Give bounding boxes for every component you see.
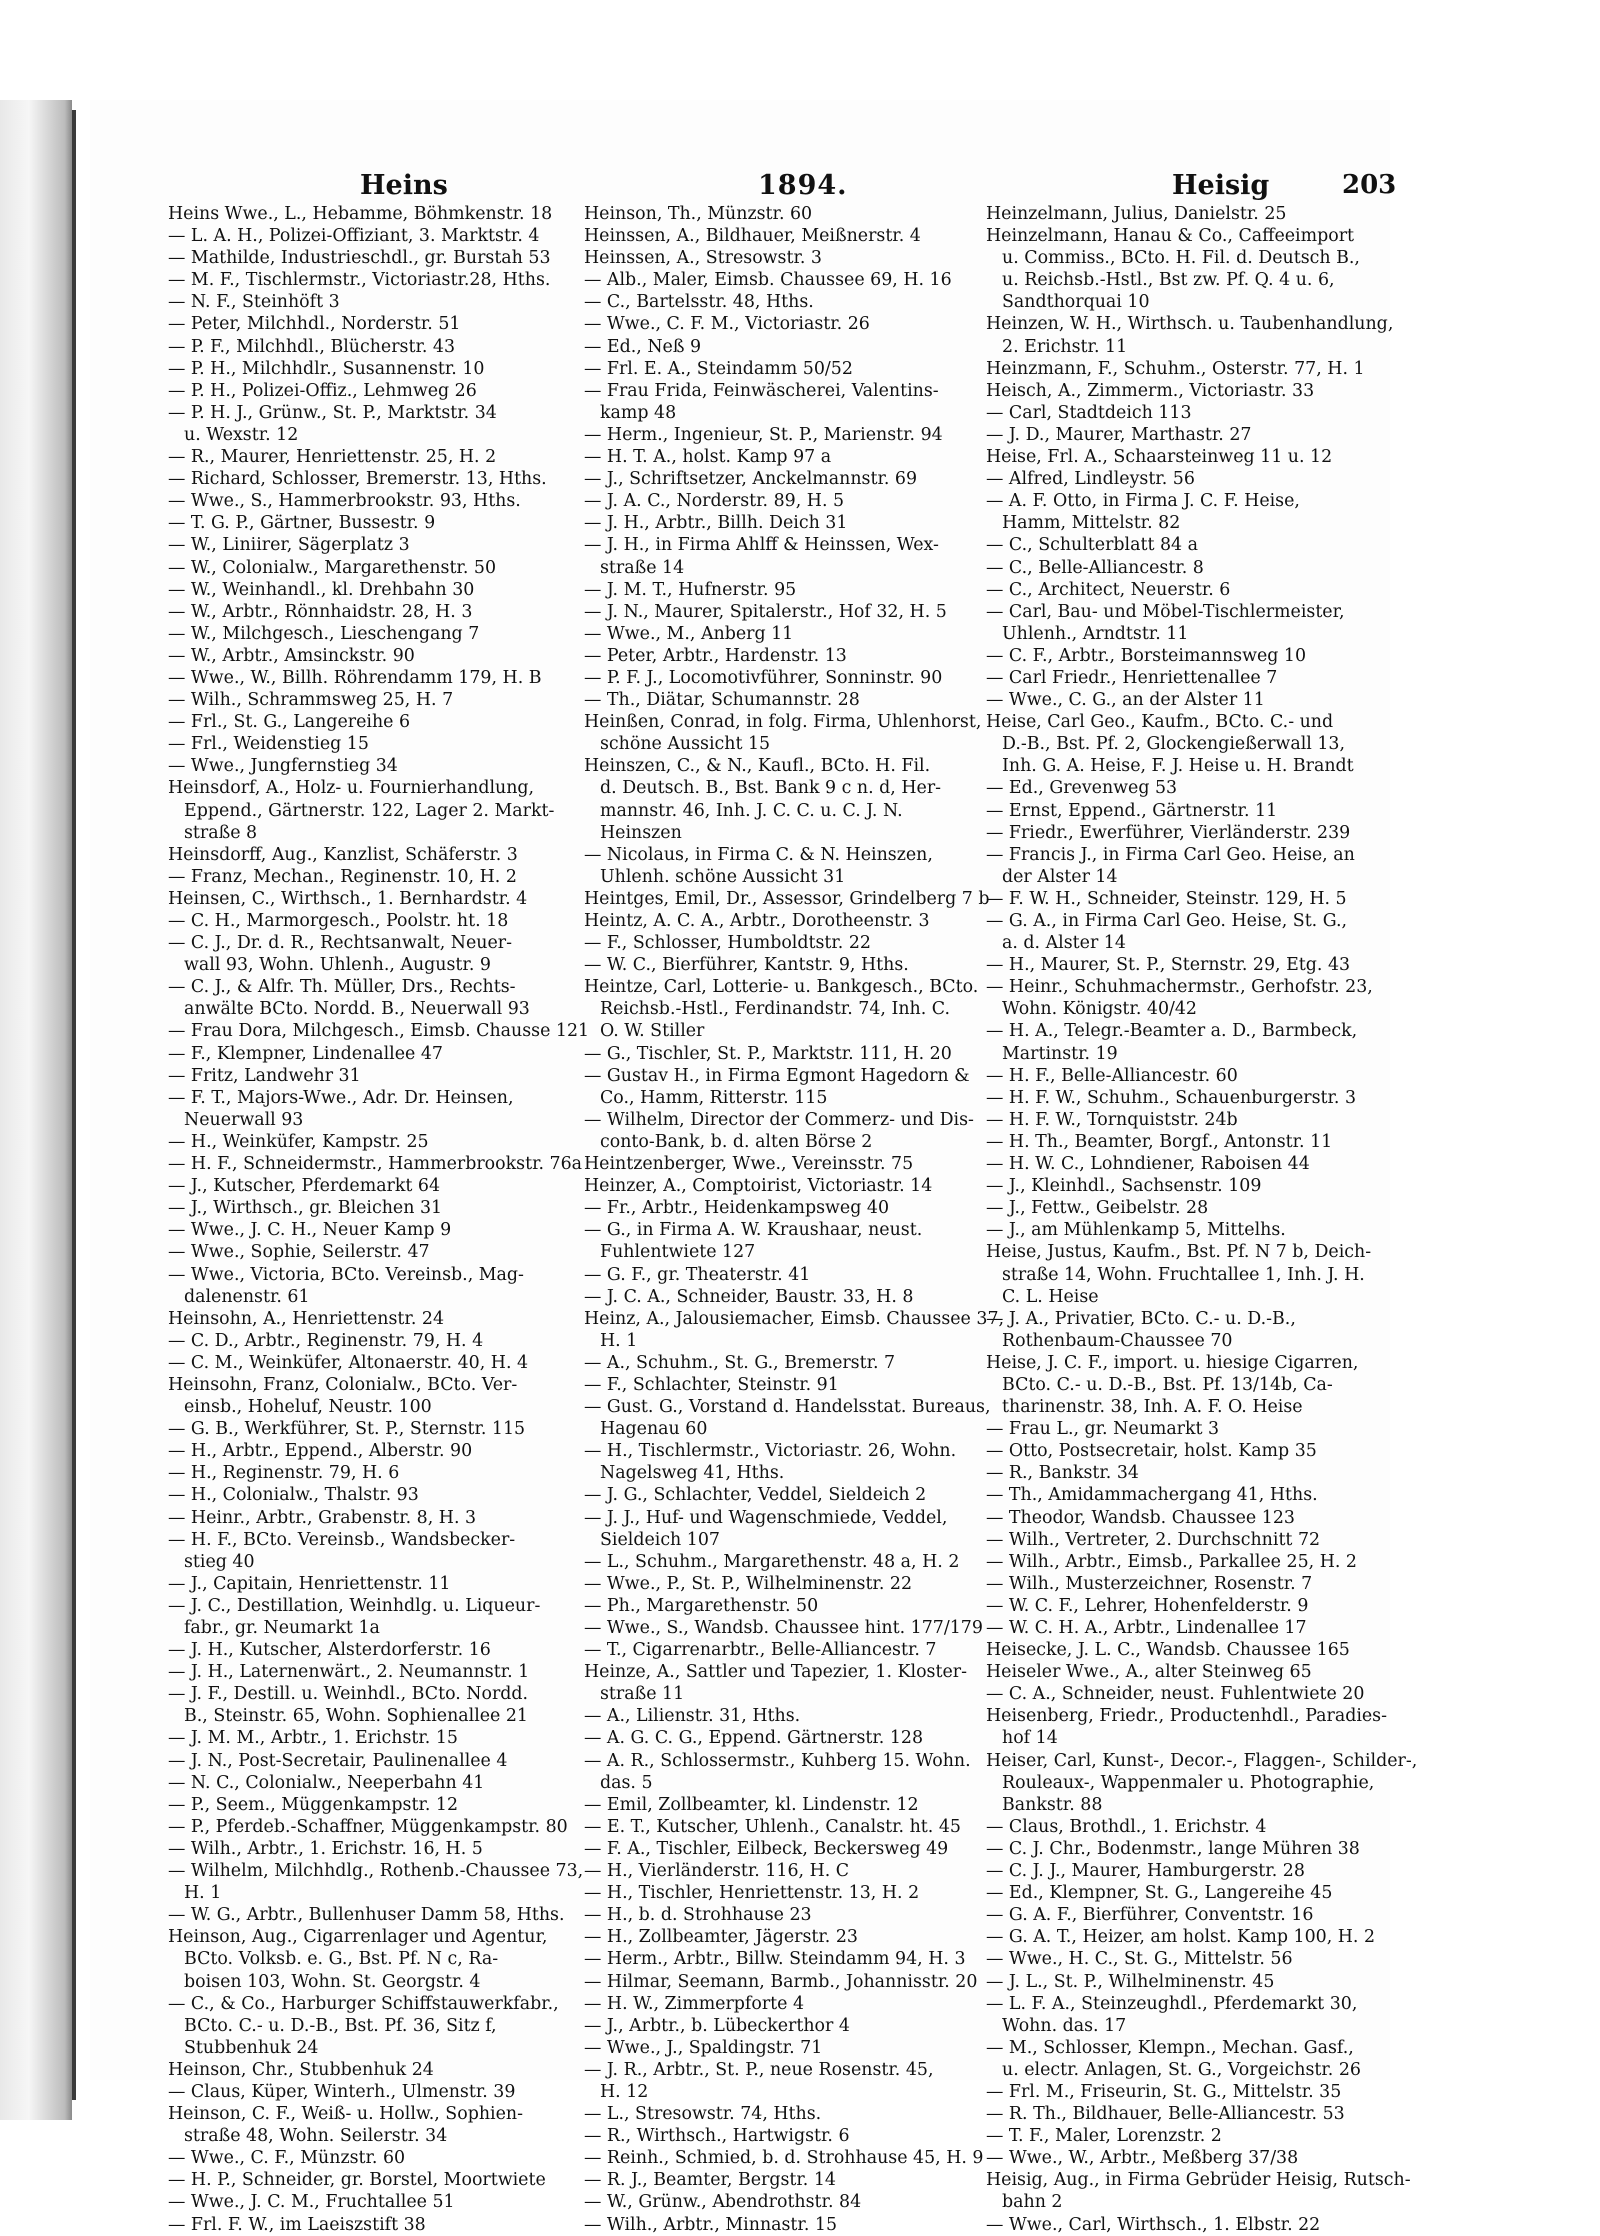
directory-entry: Heise, J. C. F., import. u. hiesige Cigarren, — [986, 1352, 1359, 1373]
directory-entry: — F., Klempner, Lindenallee 47 — [168, 1043, 443, 1064]
directory-entry: der Alster 14 — [1002, 866, 1118, 887]
directory-entry: — J. G., Schlachter, Veddel, Sieldeich 2 — [584, 1485, 927, 1506]
directory-entry: — Gust. G., Vorstand d. Handelsstat. Bureaus, — [584, 1397, 991, 1418]
directory-entry: — Frau L., gr. Neumarkt 3 — [986, 1419, 1220, 1440]
directory-entry: — J. M. T., Hufnerstr. 95 — [584, 579, 797, 600]
directory-entry: — M. F., Tischlermstr., Victoriastr.28, Hths. — [168, 270, 551, 291]
directory-entry: — F., Schlachter, Steinstr. 91 — [584, 1374, 839, 1395]
directory-entry: — Heinr., Schuhmachermstr., Gerhofstr. 23, — [986, 977, 1373, 998]
directory-entry: — L., Stresowstr. 74, Hths. — [584, 2104, 822, 2125]
directory-entry: Hagenau 60 — [600, 1419, 708, 1440]
directory-entry: wall 93, Wohn. Uhlenh., Augustr. 9 — [184, 955, 491, 976]
directory-entry: Heinzelmann, Hanau & Co., Caffeeimport — [986, 226, 1355, 247]
directory-entry: — Wilhelm, Milchhdlg., Rothenb.-Chaussee 73, — [168, 1861, 584, 1882]
directory-entry: Martinstr. 19 — [1002, 1043, 1118, 1064]
directory-entry: — J., Schriftsetzer, Anckelmannstr. 69 — [584, 469, 918, 490]
directory-entry: Fuhlentwiete 127 — [600, 1242, 756, 1263]
directory-entry: — Wwe., C. G., an der Alster 11 — [986, 690, 1265, 711]
directory-entry: C. L. Heise — [1002, 1286, 1099, 1307]
directory-entry: — Theodor, Wandsb. Chaussee 123 — [986, 1507, 1295, 1528]
directory-entry: — C. J., & Alfr. Th. Müller, Drs., Rechts- — [168, 977, 516, 998]
directory-entry: anwälte BCto. Nordd. B., Neuerwall 93 — [184, 999, 530, 1020]
directory-entry: Heisenberg, Friedr., Productenhdl., Paradies- — [986, 1706, 1387, 1727]
directory-entry: Heinsdorf, A., Holz- u. Fournierhandlung, — [168, 778, 535, 799]
directory-entry: Heinßen, Conrad, in folg. Firma, Uhlenhorst, — [584, 712, 982, 733]
directory-entry: — H. F. W., Schuhm., Schauenburgerstr. 3 — [986, 1087, 1357, 1108]
directory-entry: — J., Wirthsch., gr. Bleichen 31 — [168, 1198, 443, 1219]
directory-entry: boisen 103, Wohn. St. Georgstr. 4 — [184, 1971, 481, 1992]
directory-entry: — P. F. J., Locomotivführer, Sonninstr. 90 — [584, 667, 943, 688]
directory-entry: Heisig, Aug., in Firma Gebrüder Heisig, Rutsch- — [986, 2170, 1411, 2191]
directory-entry: — P. H., Milchhdlr., Susannenstr. 10 — [168, 358, 485, 379]
directory-entry: Wohn. Königstr. 40/42 — [1002, 999, 1197, 1020]
directory-entry: — H. F., BCto. Vereinsb., Wandsbecker- — [168, 1529, 516, 1550]
directory-entry: Sieldeich 107 — [600, 1529, 720, 1550]
directory-entry: — J., Kutscher, Pferdemarkt 64 — [168, 1176, 441, 1197]
directory-entry: — H. A., Telegr.-Beamter a. D., Barmbeck, — [986, 1021, 1358, 1042]
directory-entry: — T. G. P., Gärtner, Bussestr. 9 — [168, 513, 436, 534]
directory-entry: — H. W. C., Lohndiener, Raboisen 44 — [986, 1154, 1310, 1175]
directory-entry: — Carl, Stadtdeich 113 — [986, 402, 1192, 423]
directory-entry: — Frau Frida, Feinwäscherei, Valentins- — [584, 380, 939, 401]
directory-entry: — L. A. H., Polizei-Offiziant, 3. Marktstr. 4 — [168, 226, 540, 247]
directory-entry: — W., Milchgesch., Lieschengang 7 — [168, 623, 480, 644]
directory-entry: — L. F. A., Steinzeughdl., Pferdemarkt 30, — [986, 1993, 1358, 2014]
directory-entry: — J. H., Kutscher, Alsterdorferstr. 16 — [168, 1640, 491, 1661]
directory-entry: — Mathilde, Industrieschdl., gr. Burstah 53 — [168, 248, 551, 269]
directory-entry: — H. F., Schneidermstr., Hammerbrookstr. 76a — [168, 1154, 583, 1175]
directory-entry: — H., Arbtr., Eppend., Alberstr. 90 — [168, 1441, 473, 1462]
directory-entry: 2. Erichstr. 11 — [1002, 336, 1128, 357]
directory-entry: straße 11 — [600, 1684, 685, 1705]
directory-entry: — Ed., Klempner, St. G., Langereihe 45 — [986, 1883, 1333, 1904]
directory-entry: — C. M., Weinküfer, Altonaerstr. 40, H. 4 — [168, 1352, 529, 1373]
directory-entry: fabr., gr. Neumarkt 1a — [184, 1618, 380, 1638]
directory-entry: — C., & Co., Harburger Schiffstauwerkfabr., — [168, 1993, 559, 2014]
directory-entry: — Frl., St. G., Langereihe 6 — [168, 712, 411, 733]
directory-entry: bahn 2 — [1002, 2192, 1063, 2213]
directory-entry: — Frl. E. A., Steindamm 50/52 — [584, 358, 853, 379]
directory-entry: Heinsohn, Franz, Colonialw., BCto. Ver- — [168, 1374, 518, 1395]
directory-entry: H. 1 — [600, 1330, 638, 1351]
directory-column-2 — [584, 203, 1005, 2235]
directory-entry: — F., Schlosser, Humboldtstr. 22 — [584, 933, 871, 954]
directory-entry: — J. A., Privatier, BCto. C.- u. D.-B., — [986, 1308, 1296, 1329]
directory-entry: — Herm., Ingenieur, St. P., Marienstr. 94 — [584, 424, 943, 445]
running-header-left: Heins — [360, 170, 448, 201]
directory-entry: — R., Maurer, Henriettenstr. 25, H. 2 — [168, 447, 497, 468]
directory-entry: dalenenstr. 61 — [184, 1286, 310, 1307]
directory-entry: — R. Th., Bildhauer, Belle-Alliancestr. 53 — [986, 2104, 1345, 2125]
directory-entry: — H. F. W., Tornquiststr. 24b — [986, 1109, 1238, 1130]
directory-entry: Wohn. das. 17 — [1002, 2015, 1127, 2036]
directory-entry: — P. F., Milchhdl., Blücherstr. 43 — [168, 336, 456, 357]
directory-entry: — Wwe., H. C., St. G., Mittelstr. 56 — [986, 1949, 1293, 1970]
directory-entry: — Wilh., Musterzeichner, Rosenstr. 7 — [986, 1573, 1313, 1594]
directory-entry: Heisch, A., Zimmerm., Victoriastr. 33 — [986, 380, 1315, 401]
directory-entry: Reichsb.-Hstl., Ferdinandstr. 74, Inh. C. — [600, 999, 950, 1020]
directory-entry: — A. F. Otto, in Firma J. C. F. Heise, — [986, 491, 1300, 512]
directory-entry: Heinsohn, A., Henriettenstr. 24 — [168, 1308, 445, 1329]
directory-entry: — Ed., Grevenweg 53 — [986, 778, 1178, 799]
directory-entry: Heinz, A., Jalousiemacher, Eimsb. Chaussee 37, — [584, 1308, 1005, 1329]
directory-entry: — H. P., Schneider, gr. Borstel, Moortwiete — [168, 2170, 546, 2191]
directory-entry: — Wwe., C. F., Münzstr. 60 — [168, 2148, 406, 2169]
running-header-right: Heisig — [1172, 170, 1270, 201]
directory-entry: — G. A. T., Heizer, am holst. Kamp 100, H. 2 — [986, 1927, 1376, 1948]
directory-entry: Uhlenh. schöne Aussicht 31 — [600, 866, 846, 887]
directory-entry: — J. C., Destillation, Weinhdlg. u. Liqueur- — [168, 1595, 541, 1616]
directory-entry: — C. D., Arbtr., Reginenstr. 79, H. 4 — [168, 1330, 484, 1351]
directory-entry: — J. C. A., Schneider, Baustr. 33, H. 8 — [584, 1286, 914, 1307]
directory-entry: Heiser, Carl, Kunst-, Decor.-, Flaggen-, Schilder-, — [986, 1750, 1418, 1771]
directory-entry: — J., am Mühlenkamp 5, Mittelhs. — [986, 1220, 1286, 1241]
directory-entry: — J. R., Arbtr., St. P., neue Rosenstr. 45, — [584, 2059, 934, 2080]
directory-entry: H. 12 — [600, 2081, 649, 2102]
directory-entry: — J. N., Post-Secretair, Paulinenallee 4 — [168, 1750, 508, 1771]
directory-entry: das. 5 — [600, 1772, 653, 1793]
directory-entry: — R., Bankstr. 34 — [986, 1463, 1139, 1484]
directory-entry: — N. F., Steinhöft 3 — [168, 292, 340, 313]
directory-entry: tharinenstr. 38, Inh. A. F. O. Heise — [1002, 1397, 1303, 1418]
directory-entry: — R. J., Beamter, Bergstr. 14 — [584, 2170, 836, 2191]
directory-entry: — C., Bartelsstr. 48, Hths. — [584, 292, 814, 313]
directory-entry: Heintze, Carl, Lotterie- u. Bankgesch., BCto. — [584, 977, 979, 998]
directory-entry: Heinze, A., Sattler und Tapezier, 1. Kloster- — [584, 1662, 967, 1683]
page-number: 203 — [1342, 170, 1397, 200]
directory-entry: — Wilh., Schrammsweg 25, H. 7 — [168, 690, 454, 711]
directory-entry: — Emil, Zollbeamter, kl. Lindenstr. 12 — [584, 1794, 919, 1815]
directory-entry: — T. F., Maler, Lorenzstr. 2 — [986, 2126, 1222, 2147]
directory-entry: Heinszen — [600, 822, 682, 843]
directory-entry: u. electr. Anlagen, St. G., Vorgeichstr. 26 — [1002, 2059, 1361, 2080]
directory-entry: — P. H. J., Grünw., St. P., Marktstr. 34 — [168, 402, 497, 423]
directory-entry: straße 14 — [600, 557, 685, 578]
directory-entry: — W., Liniirer, Sägerplatz 3 — [168, 535, 410, 556]
directory-entry: — Peter, Milchhdl., Norderstr. 51 — [168, 314, 461, 335]
directory-entry: — G. A., in Firma Carl Geo. Heise, St. G., — [986, 911, 1348, 931]
directory-entry: — A. R., Schlossermstr., Kuhberg 15. Wohn. — [584, 1750, 971, 1771]
directory-entry: — E. T., Kutscher, Uhlenh., Canalstr. ht. 45 — [584, 1816, 961, 1837]
directory-entry: — Wwe., J. C. H., Neuer Kamp 9 — [168, 1220, 452, 1241]
directory-entry: einsb., Hoheluf, Neustr. 100 — [184, 1397, 432, 1418]
directory-entry: Heinzelmann, Julius, Danielstr. 25 — [986, 204, 1287, 224]
directory-entry: Heinsen, C., Wirthsch., 1. Bernhardstr. 4 — [168, 888, 528, 909]
directory-entry: straße 48, Wohn. Seilerstr. 34 — [184, 2126, 448, 2147]
directory-entry: — Wwe., Sophie, Seilerstr. 47 — [168, 1242, 430, 1263]
directory-entry: BCto. C.- u. D.-B., Bst. Pf. 13/14b, Ca- — [1002, 1374, 1333, 1395]
directory-entry: — Wwe., Carl, Wirthsch., 1. Elbstr. 22 — [986, 2214, 1321, 2235]
directory-entry: — C. H., Marmorgesch., Poolstr. ht. 18 — [168, 911, 509, 931]
directory-entry: — P., Pferdeb.-Schaffner, Müggenkampstr. 80 — [168, 1816, 568, 1837]
directory-entry: — Frl., Weidenstieg 15 — [168, 734, 369, 755]
binding-edge — [72, 110, 76, 2100]
directory-entry: Rothenbaum-Chaussee 70 — [1002, 1330, 1233, 1351]
directory-entry: a. d. Alster 14 — [1002, 933, 1126, 954]
directory-entry: schöne Aussicht 15 — [600, 734, 771, 755]
directory-entry: — F. W. H., Schneider, Steinstr. 129, H. 5 — [986, 888, 1347, 909]
directory-entry: — Ed., Neß 9 — [584, 336, 702, 357]
directory-entry: — J. L., St. P., Wilhelminenstr. 45 — [986, 1971, 1275, 1992]
directory-entry: — H., Maurer, St. P., Sternstr. 29, Etg. 43 — [986, 955, 1351, 976]
directory-entry: — J. J., Huf- und Wagenschmiede, Veddel, — [584, 1507, 948, 1528]
directory-entry: — H., Colonialw., Thalstr. 93 — [168, 1485, 419, 1506]
directory-entry: Heins Wwe., L., Hebamme, Böhmkenstr. 18 — [168, 204, 553, 224]
directory-entry: Heinzmann, F., Schuhm., Osterstr. 77, H. 1 — [986, 358, 1365, 379]
directory-entry: Heintzenberger, Wwe., Vereinsstr. 75 — [584, 1154, 914, 1175]
directory-entry: — T., Cigarrenarbtr., Belle-Alliancestr. 7 — [584, 1640, 937, 1661]
directory-entry: — L., Schuhm., Margarethenstr. 48 a, H. 2 — [584, 1551, 960, 1572]
directory-entry: Heinson, Aug., Cigarrenlager und Agentur, — [168, 1927, 548, 1948]
directory-entry: Bankstr. 88 — [1002, 1794, 1103, 1815]
directory-entry: Heiseler Wwe., A., alter Steinweg 65 — [986, 1662, 1312, 1683]
directory-entry: Heintz, A. C. A., Arbtr., Dorotheenstr. 3 — [584, 911, 930, 931]
directory-entry: — J. N., Maurer, Spitalerstr., Hof 32, H. 5 — [584, 601, 947, 622]
directory-entry: — Wilh., Arbtr., Eimsb., Parkallee 25, H. 2 — [986, 1551, 1357, 1572]
directory-entry: — W., Weinhandl., kl. Drehbahn 30 — [168, 579, 475, 600]
directory-entry: Heintges, Emil, Dr., Assessor, Grindelberg 7 b — [584, 888, 990, 909]
directory-entry: — Gustav H., in Firma Egmont Hagedorn & — [584, 1065, 970, 1086]
directory-entry: — H., Tischlermstr., Victoriastr. 26, Wohn. — [584, 1441, 957, 1462]
directory-entry: — Frl. F. W., im Laeiszstift 38 — [168, 2214, 426, 2235]
directory-entry: — C., Architect, Neuerstr. 6 — [986, 579, 1231, 600]
directory-entry: — Nicolaus, in Firma C. & N. Heinszen, — [584, 844, 933, 865]
directory-entry: — F. T., Majors-Wwe., Adr. Dr. Heinsen, — [168, 1087, 514, 1108]
directory-entry: — Wwe., C. F. M., Victoriastr. 26 — [584, 314, 870, 335]
directory-entry: — H., Weinküfer, Kampstr. 25 — [168, 1131, 429, 1152]
directory-entry: — J., Arbtr., b. Lübeckerthor 4 — [584, 2015, 850, 2036]
directory-entry: — Th., Diätar, Schumannstr. 28 — [584, 690, 860, 711]
directory-entry: — J. D., Maurer, Marthastr. 27 — [986, 424, 1252, 445]
directory-entry: — C. J. J., Maurer, Hamburgerstr. 28 — [986, 1861, 1305, 1882]
directory-entry: — G., Tischler, St. P., Marktstr. 111, H. 20 — [584, 1043, 952, 1064]
directory-entry: — R., Wirthsch., Hartwigstr. 6 — [584, 2126, 850, 2147]
directory-entry: — G. A. F., Bierführer, Conventstr. 16 — [986, 1905, 1314, 1926]
directory-entry: mannstr. 46, Inh. J. C. C. u. C. J. N. — [600, 800, 903, 821]
directory-entry: — J. A. C., Norderstr. 89, H. 5 — [584, 491, 845, 512]
directory-entry: Heinssen, A., Stresowstr. 3 — [584, 248, 822, 269]
directory-entry: — H. W., Zimmerpforte 4 — [584, 1993, 805, 2014]
directory-entry: — C. J., Dr. d. R., Rechtsanwalt, Neuer- — [168, 933, 512, 954]
directory-entry: — A., Schuhm., St. G., Bremerstr. 7 — [584, 1352, 896, 1373]
directory-entry: — Wilh., Arbtr., 1. Erichstr. 16, H. 5 — [168, 1838, 483, 1859]
directory-entry: Rouleaux-, Wappenmaler u. Photographie, — [1002, 1772, 1375, 1793]
directory-entry: — J., Capitain, Henriettenstr. 11 — [168, 1573, 451, 1594]
directory-entry: — Claus, Küper, Winterh., Ulmenstr. 39 — [168, 2081, 516, 2102]
directory-entry: — J. H., Arbtr., Billh. Deich 31 — [584, 513, 848, 534]
directory-entry: — W., Arbtr., Rönnhaidstr. 28, H. 3 — [168, 601, 473, 622]
directory-entry: — H., Reginenstr. 79, H. 6 — [168, 1463, 400, 1484]
directory-entry: — P. H., Polizei-Offiz., Lehmweg 26 — [168, 380, 477, 401]
directory-entry: Inh. G. A. Heise, F. J. Heise u. H. Brandt — [1002, 756, 1354, 777]
directory-entry: — Fritz, Landwehr 31 — [168, 1065, 361, 1086]
directory-entry: — H., b. d. Strohhause 23 — [584, 1905, 812, 1926]
directory-entry: — J. F., Destill. u. Weinhdl., BCto. Nordd. — [168, 1684, 529, 1705]
directory-entry: Co., Hamm, Ritterstr. 115 — [600, 1087, 828, 1108]
directory-entry: d. Deutsch. B., Bst. Bank 9 c n. d, Her- — [600, 778, 942, 799]
directory-entry: — Wwe., M., Anberg 11 — [584, 623, 794, 644]
directory-entry: — Wilhelm, Director der Commerz- und Dis- — [584, 1109, 974, 1130]
directory-entry: — Frl. M., Friseurin, St. G., Mittelstr. 35 — [986, 2081, 1342, 2102]
directory-entry: Heinson, Th., Münzstr. 60 — [584, 204, 813, 224]
directory-entry: — H. Th., Beamter, Borgf., Antonstr. 11 — [986, 1131, 1333, 1152]
directory-entry: Heise, Justus, Kaufm., Bst. Pf. N 7 b, Deich- — [986, 1242, 1372, 1263]
directory-entry: — Frau Dora, Milchgesch., Eimsb. Chausse 121 — [168, 1021, 590, 1042]
directory-entry: — Alfred, Lindleystr. 56 — [986, 469, 1195, 490]
directory-entry: — C., Schulterblatt 84 a — [986, 535, 1198, 556]
directory-entry: — Peter, Arbtr., Hardenstr. 13 — [584, 645, 847, 666]
directory-entry: Heinszen, C., & N., Kaufl., BCto. H. Fil. — [584, 756, 931, 777]
directory-entry: — C. F., Arbtr., Borsteimannsweg 10 — [986, 645, 1307, 666]
directory-entry: Uhlenh., Arndtstr. 11 — [1002, 623, 1189, 644]
directory-entry: — Herm., Arbtr., Billw. Steindamm 94, H. 3 — [584, 1949, 966, 1970]
directory-entry: — Wwe., W., Billh. Röhrendamm 179, H. B — [168, 667, 542, 688]
directory-entry: — C. A., Schneider, neust. Fuhlentwiete 20 — [986, 1684, 1365, 1705]
directory-entry: — W. C. F., Lehrer, Hohenfelderstr. 9 — [986, 1595, 1309, 1616]
directory-entry: — G., in Firma A. W. Kraushaar, neust. — [584, 1220, 923, 1241]
directory-entry: Heinzer, A., Comptoirist, Victoriastr. 14 — [584, 1176, 933, 1197]
directory-entry: — Alb., Maler, Eimsb. Chaussee 69, H. 16 — [584, 270, 952, 291]
directory-entry: BCto. C.- u. D.-B., Bst. Pf. 36, Sitz f, — [184, 2015, 497, 2036]
directory-entry: — J. M. M., Arbtr., 1. Erichstr. 15 — [168, 1728, 458, 1749]
directory-entry: — W., Colonialw., Margarethenstr. 50 — [168, 557, 497, 578]
directory-entry: — Wwe., J., Spaldingstr. 71 — [584, 2037, 823, 2058]
directory-entry: — Fr., Arbtr., Heidenkampsweg 40 — [584, 1198, 890, 1219]
directory-entry: — G. F., gr. Theaterstr. 41 — [584, 1264, 811, 1285]
directory-entry: — Wwe., J. C. M., Fruchtallee 51 — [168, 2192, 455, 2213]
directory-entry: — N. C., Colonialw., Neeperbahn 41 — [168, 1772, 485, 1793]
directory-entry: — Wwe., Jungfernstieg 34 — [168, 756, 398, 777]
directory-entry: — W. C. H. A., Arbtr., Lindenallee 17 — [986, 1618, 1307, 1638]
directory-entry: — M., Schlosser, Klempn., Mechan. Gasf., — [986, 2037, 1354, 2058]
directory-entry: — H. T. A., holst. Kamp 97 a — [584, 447, 832, 468]
directory-entry: — Friedr., Ewerführer, Vierländerstr. 239 — [986, 822, 1351, 843]
directory-entry: Hamm, Mittelstr. 82 — [1002, 513, 1181, 534]
directory-entry: — Wwe., W., Arbtr., Meßberg 37/38 — [986, 2148, 1299, 2169]
directory-entry: B., Steinstr. 65, Wohn. Sophienallee 21 — [184, 1706, 528, 1727]
directory-entry: — Wilh., Arbtr., Minnastr. 15 — [584, 2214, 838, 2235]
directory-entry: Stubbenhuk 24 — [184, 2037, 319, 2058]
directory-entry: D.-B., Bst. Pf. 2, Glockengießerwall 13, — [1002, 734, 1345, 755]
directory-entry: — F. A., Tischler, Eilbeck, Beckersweg 49 — [584, 1838, 949, 1859]
directory-entry: — Francis J., in Firma Carl Geo. Heise, an — [986, 844, 1355, 865]
directory-entry: Heinson, Chr., Stubbenhuk 24 — [168, 2059, 434, 2080]
directory-entry: — Richard, Schlosser, Bremerstr. 13, Hths. — [168, 469, 547, 490]
directory-entry: — Wwe., S., Wandsb. Chaussee hint. 177/179 — [584, 1618, 983, 1638]
directory-entry: Heinson, C. F., Weiß- u. Hollw., Sophien- — [168, 2104, 523, 2125]
directory-entry: stieg 40 — [184, 1551, 255, 1572]
directory-entry: — A., Lilienstr. 31, Hths. — [584, 1706, 801, 1727]
directory-entry: — P., Seem., Müggenkampstr. 12 — [168, 1794, 459, 1815]
directory-entry: — Hilmar, Seemann, Barmb., Johannisstr. 20 — [584, 1971, 978, 1992]
directory-entry: Heise, Frl. A., Schaarsteinweg 11 u. 12 — [986, 447, 1333, 468]
directory-entry: u. Commiss., BCto. H. Fil. d. Deutsch B., — [1002, 248, 1360, 269]
directory-entry: BCto. Volksb. e. G., Bst. Pf. N c, Ra- — [184, 1949, 499, 1970]
directory-entry: Heinssen, A., Bildhauer, Meißnerstr. 4 — [584, 226, 921, 247]
directory-entry: — Ph., Margarethenstr. 50 — [584, 1595, 819, 1616]
directory-entry: — G. B., Werkführer, St. P., Sternstr. 115 — [168, 1419, 526, 1440]
directory-entry: — Otto, Postsecretair, holst. Kamp 35 — [986, 1441, 1317, 1462]
directory-entry: — W., Arbtr., Amsinckstr. 90 — [168, 645, 415, 666]
directory-entry: — Wwe., Victoria, BCto. Vereinsb., Mag- — [168, 1264, 524, 1285]
directory-entry: — Wilh., Vertreter, 2. Durchschnitt 72 — [986, 1529, 1321, 1550]
directory-column-1 — [168, 203, 590, 2235]
directory-entry: — A. G. C. G., Eppend. Gärtnerstr. 128 — [584, 1728, 924, 1749]
directory-entry: — J. H., Laternenwärt., 2. Neumannstr. 1 — [168, 1662, 530, 1683]
directory-entry: Heisecke, J. L. C., Wandsb. Chaussee 165 — [986, 1640, 1350, 1661]
directory-entry: kamp 48 — [600, 402, 677, 423]
directory-entry: — H., Tischler, Henriettenstr. 13, H. 2 — [584, 1883, 920, 1904]
directory-entry: — Th., Amidammachergang 41, Hths. — [986, 1485, 1318, 1506]
directory-entry: — H., Vierländerstr. 116, H. C — [584, 1861, 850, 1882]
directory-entry: — W. C., Bierführer, Kantstr. 9, Hths. — [584, 955, 909, 976]
directory-column-3 — [986, 203, 1418, 2235]
directory-entry: Neuerwall 93 — [184, 1109, 304, 1130]
directory-entry: Heinsdorff, Aug., Kanzlist, Schäferstr. 3 — [168, 844, 518, 865]
directory-entry: O. W. Stiller — [600, 1021, 705, 1042]
directory-entry: — C. J. Chr., Bodenmstr., lange Mühren 38 — [986, 1838, 1360, 1859]
directory-entry: — H., Zollbeamter, Jägerstr. 23 — [584, 1927, 858, 1948]
directory-entry: — W., Grünw., Abendrothstr. 84 — [584, 2192, 862, 2213]
directory-entry: Heinzen, W. H., Wirthsch. u. Taubenhandlung, — [986, 314, 1394, 335]
directory-entry: hof 14 — [1002, 1728, 1058, 1749]
directory-entry: — Wwe., S., Hammerbrookstr. 93, Hths. — [168, 491, 521, 512]
directory-entry: u. Wexstr. 12 — [184, 424, 299, 445]
directory-entry: Sandthorquai 10 — [1002, 292, 1150, 313]
directory-entry: — J., Kleinhdl., Sachsenstr. 109 — [986, 1176, 1262, 1197]
directory-entry: — Franz, Mechan., Reginenstr. 10, H. 2 — [168, 866, 517, 887]
directory-entry: — J. H., in Firma Ahlff & Heinssen, Wex- — [584, 535, 939, 556]
directory-entry: — J., Fettw., Geibelstr. 28 — [986, 1198, 1209, 1219]
directory-entry: Nagelsweg 41, Hths. — [600, 1463, 785, 1484]
directory-entry: straße 14, Wohn. Fruchtallee 1, Inh. J. H. — [1002, 1264, 1365, 1285]
directory-entry: — Reinh., Schmied, b. d. Strohhause 45, H. 9 — [584, 2148, 984, 2169]
book-binding — [0, 100, 72, 2120]
directory-entry: Eppend., Gärtnerstr. 122, Lager 2. Markt- — [184, 800, 555, 821]
directory-entry: — Carl Friedr., Henriettenallee 7 — [986, 667, 1278, 688]
directory-entry: — Carl, Bau- und Möbel-Tischlermeister, — [986, 601, 1345, 622]
directory-entry: — C., Belle-Alliancestr. 8 — [986, 557, 1204, 578]
directory-entry: H. 1 — [184, 1883, 222, 1904]
directory-entry: — Heinr., Arbtr., Grabenstr. 8, H. 3 — [168, 1507, 477, 1528]
directory-entry: — W. G., Arbtr., Bullenhuser Damm 58, Hths. — [168, 1905, 565, 1926]
directory-entry: — Wwe., P., St. P., Wilhelminenstr. 22 — [584, 1573, 913, 1594]
directory-entry: straße 8 — [184, 822, 258, 843]
directory-entry: u. Reichsb.-Hstl., Bst zw. Pf. Q. 4 u. 6, — [1002, 270, 1335, 291]
directory-entry: — H. F., Belle-Alliancestr. 60 — [986, 1065, 1238, 1086]
directory-entry: conto-Bank, b. d. alten Börse 2 — [600, 1131, 873, 1152]
directory-entry: Heise, Carl Geo., Kaufm., BCto. C.- und — [986, 712, 1334, 733]
directory-entry: — Ernst, Eppend., Gärtnerstr. 11 — [986, 800, 1278, 821]
directory-entry: — Claus, Brothdl., 1. Erichstr. 4 — [986, 1816, 1267, 1837]
running-header-year: 1894. — [758, 170, 848, 201]
